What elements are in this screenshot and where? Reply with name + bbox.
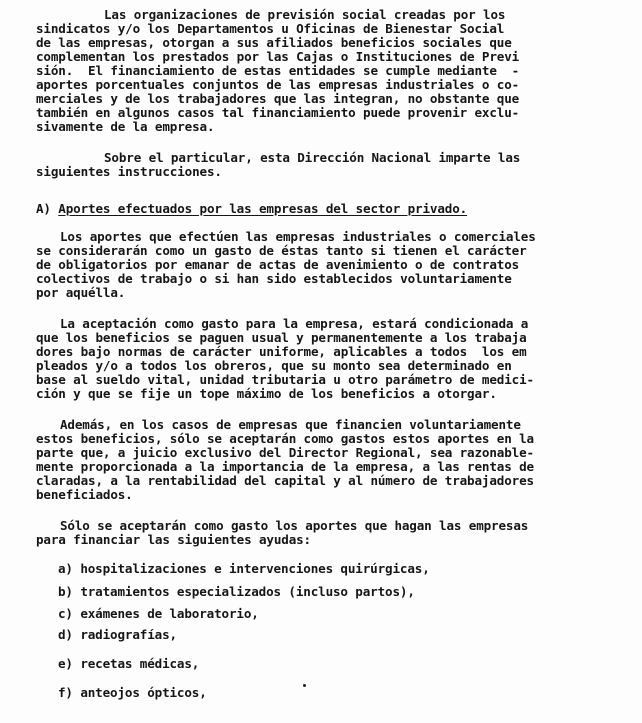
text-line: Los aportes que efectúen las empresas industriales o comerciales — [60, 229, 536, 244]
list-marker: f) — [58, 685, 73, 700]
text-line: claradas, a la rentabilidad del capital y al número de trabajadores — [36, 473, 534, 488]
text-line: La aceptación como gasto para la empresa, estará condicionada a — [60, 316, 529, 331]
text-line: mente proporcionada a la importancia de la empresa, a las rentas de — [36, 459, 534, 474]
text-line: ción y que se fije un tope máximo de los beneficios a otorgar. — [36, 386, 497, 401]
text-line: sindicatos y/o los Departamentos u Oficinas de Bienestar Social — [36, 21, 505, 36]
text-line: para financiar las siguientes ayudas: — [36, 532, 311, 547]
list-marker: b) — [58, 584, 73, 599]
text-line: sivamente de la empresa. — [36, 119, 215, 134]
list-text: anteojos ópticos, — [80, 685, 207, 700]
section-heading — [36, 202, 467, 216]
list-item — [58, 686, 207, 700]
text-line: Sobre el particular, esta Dirección Nacional imparte las — [104, 150, 521, 165]
text-line: merciales y de los trabajadores que las integran, no obstante que — [36, 91, 520, 106]
text-line: estos beneficios, sólo se aceptarán como gastos estos aportes en la — [36, 431, 534, 446]
list-item — [58, 657, 199, 671]
list-text: hospitalizaciones e intervenciones quirúrgicas, — [80, 561, 430, 576]
list-marker: a) — [58, 561, 73, 576]
text-line: dores bajo normas de carácter uniforme, aplicables a todos los em — [36, 344, 527, 359]
list-marker: c) — [58, 606, 73, 621]
text-line: Además, en los casos de empresas que financien voluntariamente — [60, 417, 521, 432]
section-heading-title: Aportes efectuados por las empresas del sector privado. — [58, 201, 468, 216]
text-line: parte que, a juicio exclusivo del Director Regional, sea razonable- — [36, 445, 534, 460]
list-text: recetas médicas, — [80, 656, 200, 671]
list-text: tratamientos especializados (incluso partos), — [80, 584, 415, 599]
list-item — [58, 607, 259, 621]
text-line: que los beneficios se paguen usual y permanentemente a los trabaja — [36, 330, 527, 345]
text-line: también en algunos casos tal financiamiento puede provenir exclu- — [36, 105, 520, 120]
text-line: de obligatorios por emanar de actas de avenimiento o de contratos — [36, 257, 520, 272]
text-line: pleados y/o a todos los obreros, que su monto sea determinado en — [36, 358, 512, 373]
text-line: sión. El financiamiento de estas entidades se cumple mediante - — [36, 63, 520, 78]
text-line: de las empresas, otorgan a sus afiliados beneficios sociales que — [36, 35, 512, 50]
text-line: base al sueldo vital, unidad tributaria u otro parámetro de medici- — [36, 372, 534, 387]
list-text: exámenes de laboratorio, — [80, 606, 259, 621]
section-heading-prefix: A) — [36, 201, 59, 216]
list-marker: d) — [58, 627, 73, 642]
scan-speck — [303, 684, 306, 687]
text-line: aportes porcentuales conjuntos de las empresas industriales o co- — [36, 77, 520, 92]
list-item — [58, 585, 415, 599]
text-line: se considerarán como un gasto de éstas tanto si tienen el carácter — [36, 243, 527, 258]
text-line: siguientes instrucciones. — [36, 164, 222, 179]
text-line: Las organizaciones de previsión social creadas por los — [104, 7, 506, 22]
list-text: radiografías, — [80, 627, 177, 642]
list-item — [58, 628, 177, 642]
text-line: beneficiados. — [36, 487, 133, 502]
list-marker: e) — [58, 656, 73, 671]
list-item — [58, 562, 430, 576]
text-line: por aquélla. — [36, 285, 126, 300]
text-line: Sólo se aceptarán como gasto los aportes que hagan las empresas — [60, 518, 529, 533]
text-line: complementan los prestados por las Cajas o Instituciones de Previ — [36, 49, 520, 64]
text-line: colectivos de trabajo o si han sido establecidos voluntariamente — [36, 271, 512, 286]
